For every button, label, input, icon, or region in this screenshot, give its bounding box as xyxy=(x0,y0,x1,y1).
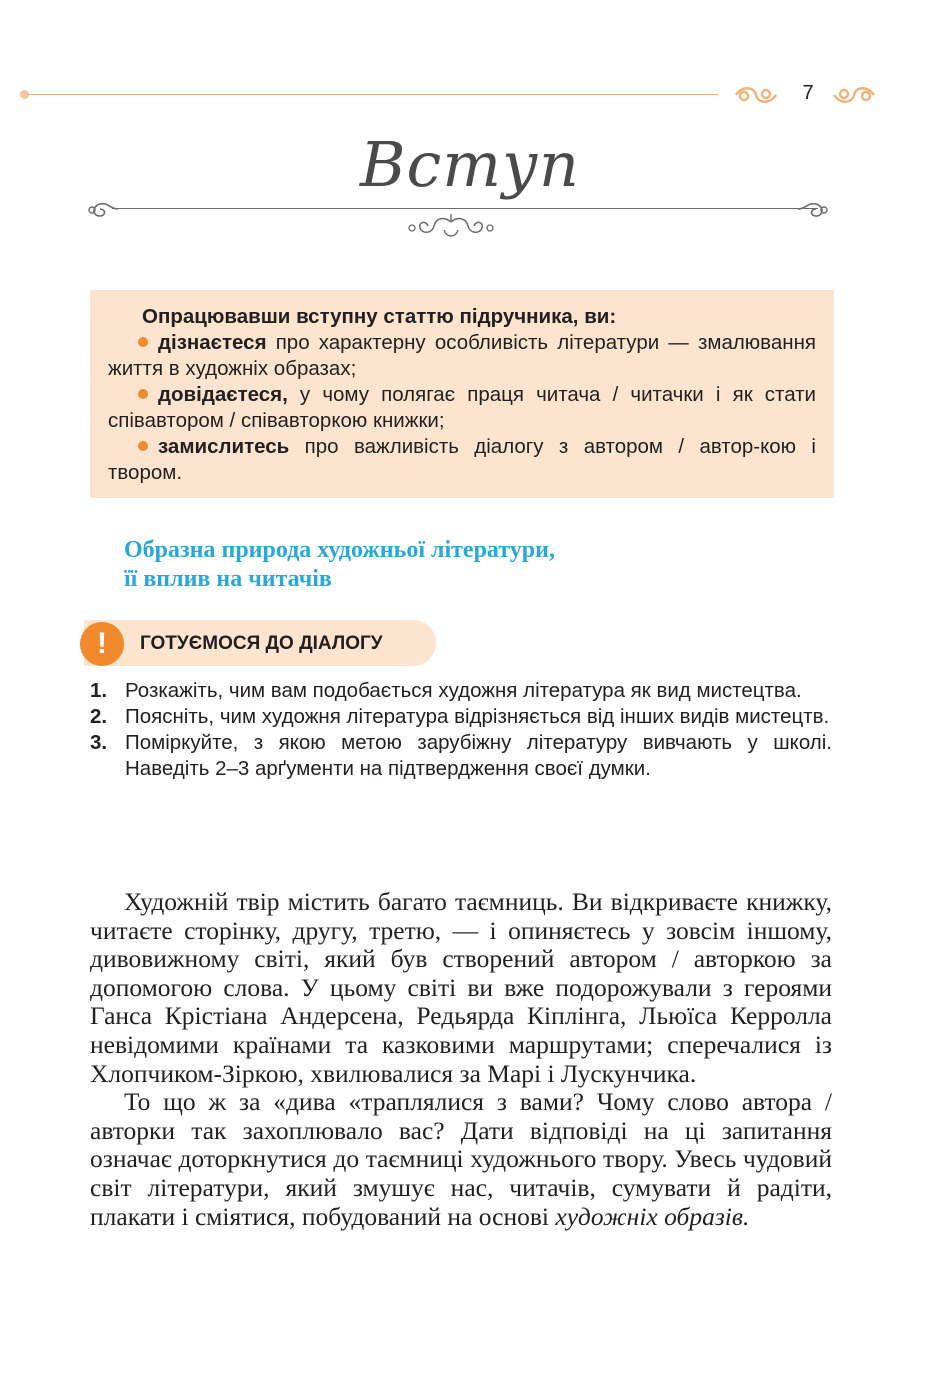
flourish-right-icon xyxy=(796,200,830,220)
question-text: Поясніть, чим художня література відрізняється від інших видів мистецтв. xyxy=(125,705,830,728)
question-number: 3. xyxy=(90,731,108,754)
section-heading-line: Образна природа художньої літератури, xyxy=(124,537,555,563)
swirl-ornament-icon xyxy=(732,84,780,106)
objective-item: дізнаєтеся про характерну особливість літератури — змалювання життя в художніх образах; xyxy=(108,331,816,380)
bullet-icon xyxy=(138,441,148,451)
section-heading xyxy=(124,536,724,594)
section-heading-line: її вплив на читачів xyxy=(124,566,332,592)
body-paragraph: То що ж за «дива «траплялися з вами? Чому слово автора / авторки так захоплювало вас? Дати відповіді на ці запитання означає доторкнутися до таємниці художнього твору. Увесь чудовий світ літератури, який змушує нас, читачів, сумувати й радіти, плакати і сміятися, побудований на основі художніх образів. xyxy=(90,1087,832,1231)
flourish-left-icon xyxy=(86,200,120,220)
question-list xyxy=(90,678,832,782)
flourish-center-icon xyxy=(406,212,496,240)
exclamation-icon: ! xyxy=(80,622,124,666)
body-text xyxy=(90,888,832,1231)
swirl-ornament-icon xyxy=(830,84,878,106)
question-item xyxy=(90,704,832,730)
header-rule xyxy=(28,94,718,95)
objectives-heading: Опрацювавши вступну статтю підручника, ви: xyxy=(142,305,617,328)
italic-term: художніх образів. xyxy=(555,1201,750,1231)
question-item xyxy=(90,730,832,782)
page-title: Вступ xyxy=(360,128,580,201)
question-text: Поміркуйте, з якою метою зарубіжну літературу вивчають у школі. Наведіть 2–3 арґументи на підтвердження своєї думки. xyxy=(125,731,832,780)
question-number: 1. xyxy=(90,679,108,702)
objectives-content xyxy=(108,304,816,486)
bullet-icon xyxy=(138,337,148,347)
body-paragraph: Художній твір містить багато таємниць. Ви відкриваєте книжку, читаєте сторінку, другу, третю, — і опиняєтесь у зовсім іншому, дивовижному світі, який був створений автором / авторкою за допомогою слова. У цьому світі ви вже подорожували з героями Ганса Крістіана Андерсена, Редьярда Кіплінга, Льюїса Керролла невідомими країнами та казковими маршрутами; сперечалися із Хлопчиком-Зіркою, хвилювалися за Марі і Лускунчика. xyxy=(90,887,832,1088)
question-item xyxy=(90,678,832,704)
objective-item: довідаєтеся, у чому полягає праця читача / читачки і як стати співавтором / співавторкою книжки; xyxy=(108,383,816,432)
objective-item: замислитесь про важливість діалогу з автором / автор-кою і твором. xyxy=(108,435,816,484)
title-rule xyxy=(112,208,818,209)
dialog-banner-label: ГОТУЄМОСЯ ДО ДІАЛОГУ xyxy=(140,633,383,654)
page-number: 7 xyxy=(802,82,814,104)
bullet-icon xyxy=(138,389,148,399)
question-number: 2. xyxy=(90,705,108,728)
question-text: Розкажіть, чим вам подобається художня література як вид мистецтва. xyxy=(125,679,802,702)
